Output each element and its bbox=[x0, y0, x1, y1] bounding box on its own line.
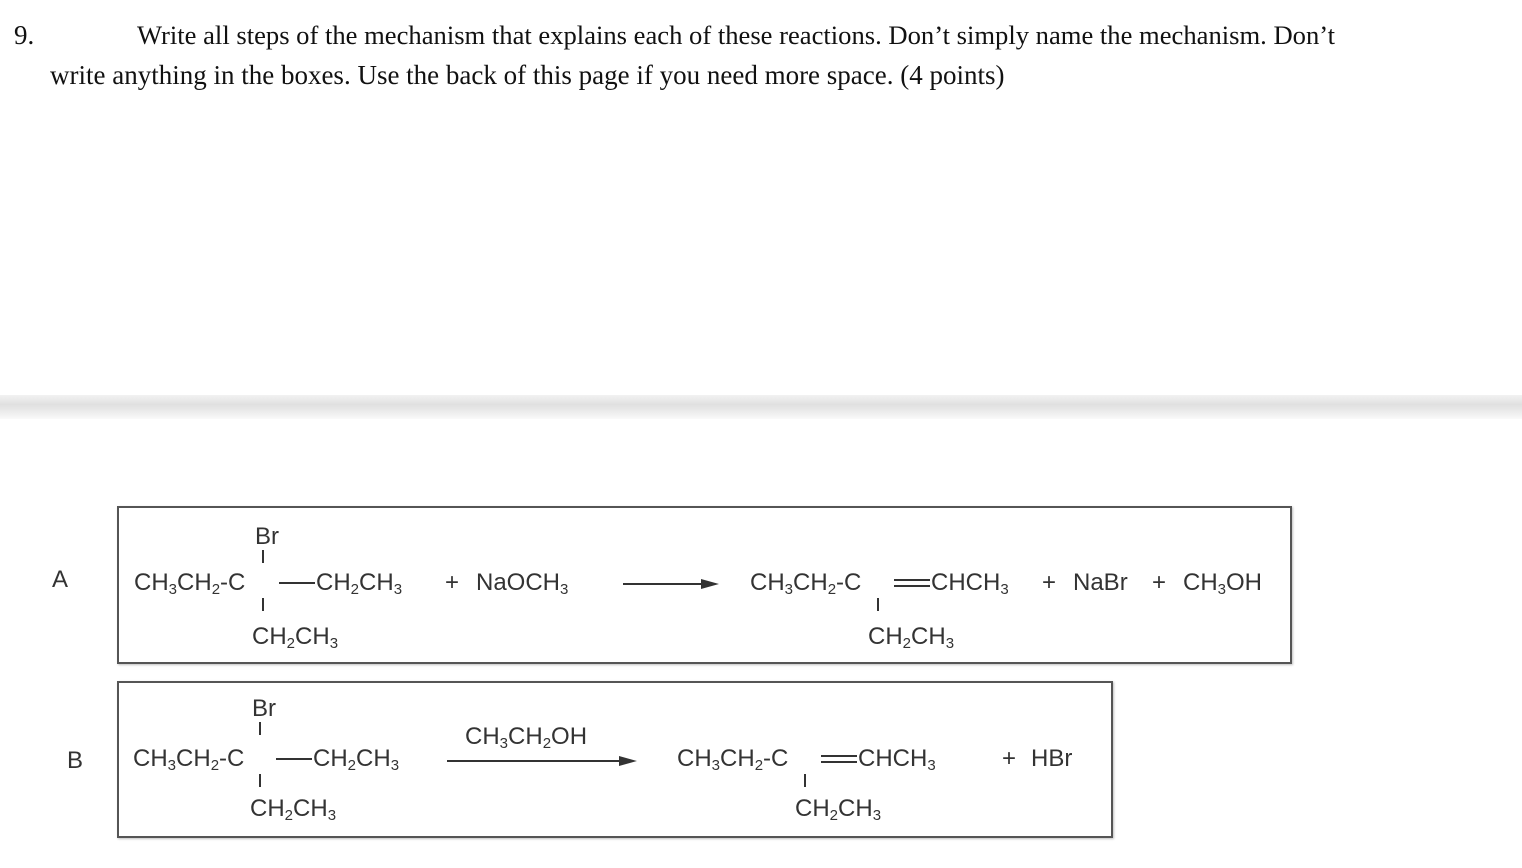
reaction-a-product-bond-ethyl bbox=[877, 598, 879, 611]
reaction-b-byproduct: HBr bbox=[1031, 745, 1073, 772]
reaction-a-br: Br bbox=[255, 523, 279, 550]
reaction-a-reagent: NaOCH$_3$ bbox=[476, 569, 569, 598]
reaction-a-reactant-right: $CH_2CH_3$ bbox=[316, 569, 403, 598]
reaction-a-reactant-left: $CH_3CH_2-C$ bbox=[134, 569, 246, 598]
reaction-b-plus: + bbox=[1002, 745, 1017, 772]
reaction-b-bond-right bbox=[276, 758, 312, 760]
reaction-a-box bbox=[117, 506, 1292, 664]
reaction-b-product-bond-ethyl bbox=[804, 774, 806, 787]
reaction-b-label: B bbox=[67, 747, 84, 774]
reaction-a-plus-2: + bbox=[1042, 569, 1057, 596]
reaction-b-reactant-ethyl: $CH_2CH_3$ bbox=[250, 795, 337, 824]
reaction-b-double-bond bbox=[821, 755, 857, 763]
reaction-b-bond-br bbox=[259, 722, 261, 735]
reaction-a-bond-br bbox=[262, 550, 264, 563]
reaction-b-product-right: $CHCH_3$ bbox=[858, 745, 936, 774]
reaction-a-arrow bbox=[623, 574, 723, 594]
reaction-b-bond-ethyl bbox=[259, 774, 261, 787]
reaction-a-byproduct-1: NaBr bbox=[1073, 569, 1128, 596]
reaction-a-plus-1: + bbox=[445, 569, 460, 596]
page-divider bbox=[0, 395, 1522, 419]
reaction-b-br: Br bbox=[252, 695, 276, 722]
question-number: 9. bbox=[14, 20, 35, 50]
reaction-a-label: A bbox=[52, 566, 69, 593]
reaction-a-double-bond bbox=[894, 579, 930, 587]
reaction-b-product-ethyl: $CH_2CH_3$ bbox=[795, 795, 882, 824]
question-line-1: Write all steps of the mechanism that explains each of these reactions. Don’t simply name the mechanism. Don’t bbox=[137, 20, 1336, 50]
reaction-b-arrow bbox=[447, 751, 647, 771]
reaction-a-product-left: $CH_3CH_2-C$ bbox=[750, 569, 862, 598]
reaction-a-plus-3: + bbox=[1152, 569, 1167, 596]
reaction-a-reactant-ethyl: $CH_2CH_3$ bbox=[252, 623, 339, 652]
reaction-a-product-ethyl: $CH_2CH_3$ bbox=[868, 623, 955, 652]
question-line-2: write anything in the boxes. Use the back of this page if you need more space. (4 points) bbox=[50, 60, 1005, 90]
reaction-a-bond-ethyl bbox=[262, 598, 264, 611]
reaction-b-solvent: $CH_3CH_2OH$ bbox=[465, 723, 588, 752]
reaction-b-reactant-left: $CH_3CH_2-C$ bbox=[133, 745, 245, 774]
reaction-b-product-left: $CH_3CH_2-C$ bbox=[677, 745, 789, 774]
reaction-b-box bbox=[117, 681, 1113, 838]
reaction-a-bond-right bbox=[279, 582, 315, 584]
reaction-a-product-right: $CHCH_3$ bbox=[931, 569, 1009, 598]
reaction-a-byproduct-2: $CH_3OH$ bbox=[1183, 569, 1263, 598]
reaction-b-reactant-right: $CH_2CH_3$ bbox=[313, 745, 400, 774]
